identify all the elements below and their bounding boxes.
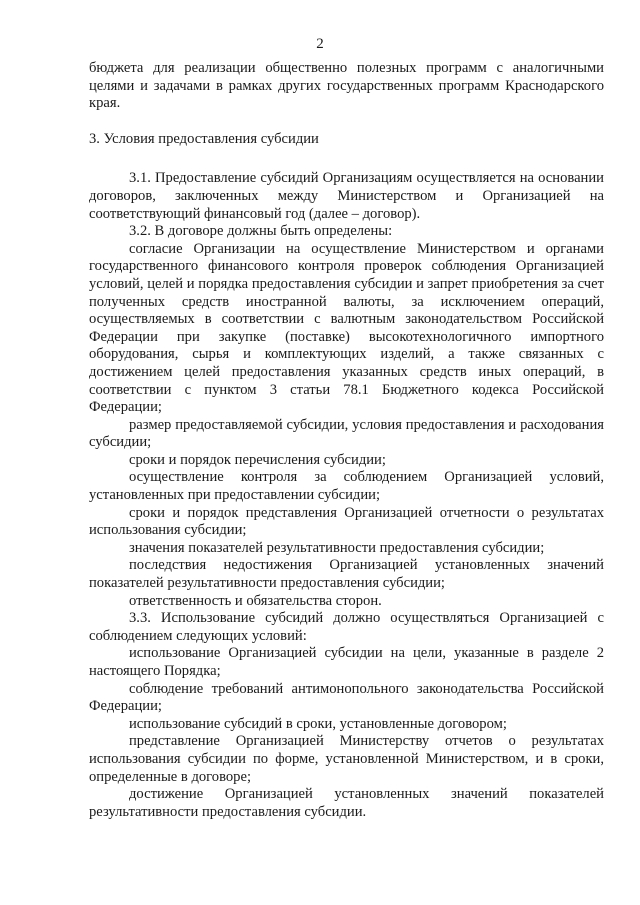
paragraph-3-2: 3.2. В договоре должны быть определены: xyxy=(129,223,393,240)
document-body xyxy=(89,60,604,821)
list-item-consequences: последствия недостижения Организацией установленных значений показателей результативности предоставления субсидии; xyxy=(89,557,604,592)
condition-purpose: использование Организацией субсидии на цели, указанные в разделе 2 настоящего Порядка; xyxy=(89,645,604,679)
list-item-control: осуществление контроля за соблюдением Организацией условий, установленных при предоставлении субсидии; xyxy=(89,469,604,504)
page-number: 2 xyxy=(316,36,324,52)
paragraph-3-1: 3.1. Предоставление субсидий Организациям осуществляется на основании договоров, заключенных между Министерством и Организацией на соответствующий финансовый год (далее – договор). xyxy=(89,170,604,222)
condition-indicators: достижение Организацией установленных значений показателей результативности предоставления субсидии. xyxy=(89,786,604,820)
list-item-consent: согласие Организации на осуществление Министерством и органами государственного финансового контроля проверок соблюдения Организацией условий, целей и порядка предоставления субсидии и запрет приобретения за счет полученных средств иностранной валюты, за исключением операций, осуществляемых в соответствии с валютным законодательством Российской Федерации при закупке (поставке) высокотехнологичного импортного оборудования, сырья и комплектующих изделий, а также связанных с достижением целей предоставления указанных средств иных операций, в соответствии с пунктом 3 статьи 78.1 Бюджетного кодекса Российской Федерации; xyxy=(89,240,604,416)
intro-paragraph: бюджета для реализации общественно полезных программ с аналогичными целями и задачами в рамках других государственных программ Краснодарского края. xyxy=(89,60,604,112)
paragraph-3-3: 3.3. Использование субсидий должно осуществляться Организацией с соблюдением следующих условий: xyxy=(89,610,604,644)
condition-antimonopoly: соблюдение требований антимонопольного законодательства Российской Федерации; xyxy=(89,680,604,715)
section-heading: 3. Условия предоставления субсидии xyxy=(89,130,319,147)
list-item-reporting: сроки и порядок представления Организацией отчетности о результатах использования субсидии; xyxy=(89,504,604,539)
list-item-transfer-terms: сроки и порядок перечисления субсидии; xyxy=(129,451,386,468)
condition-reports: представление Организацией Министерству отчетов о результатах использования субсидии по форме, установленной Министерством, и в сроки, определенные в договоре; xyxy=(89,733,604,785)
condition-deadlines: использование субсидий в сроки, установленные договором; xyxy=(129,715,507,732)
list-item-indicators: значения показателей результативности предоставления субсидии; xyxy=(129,539,545,556)
list-item-responsibility: ответственность и обязательства сторон. xyxy=(129,592,382,609)
list-item-subsidy-size: размер предоставляемой субсидии, условия предоставления и расходования субсидии; xyxy=(89,416,604,451)
